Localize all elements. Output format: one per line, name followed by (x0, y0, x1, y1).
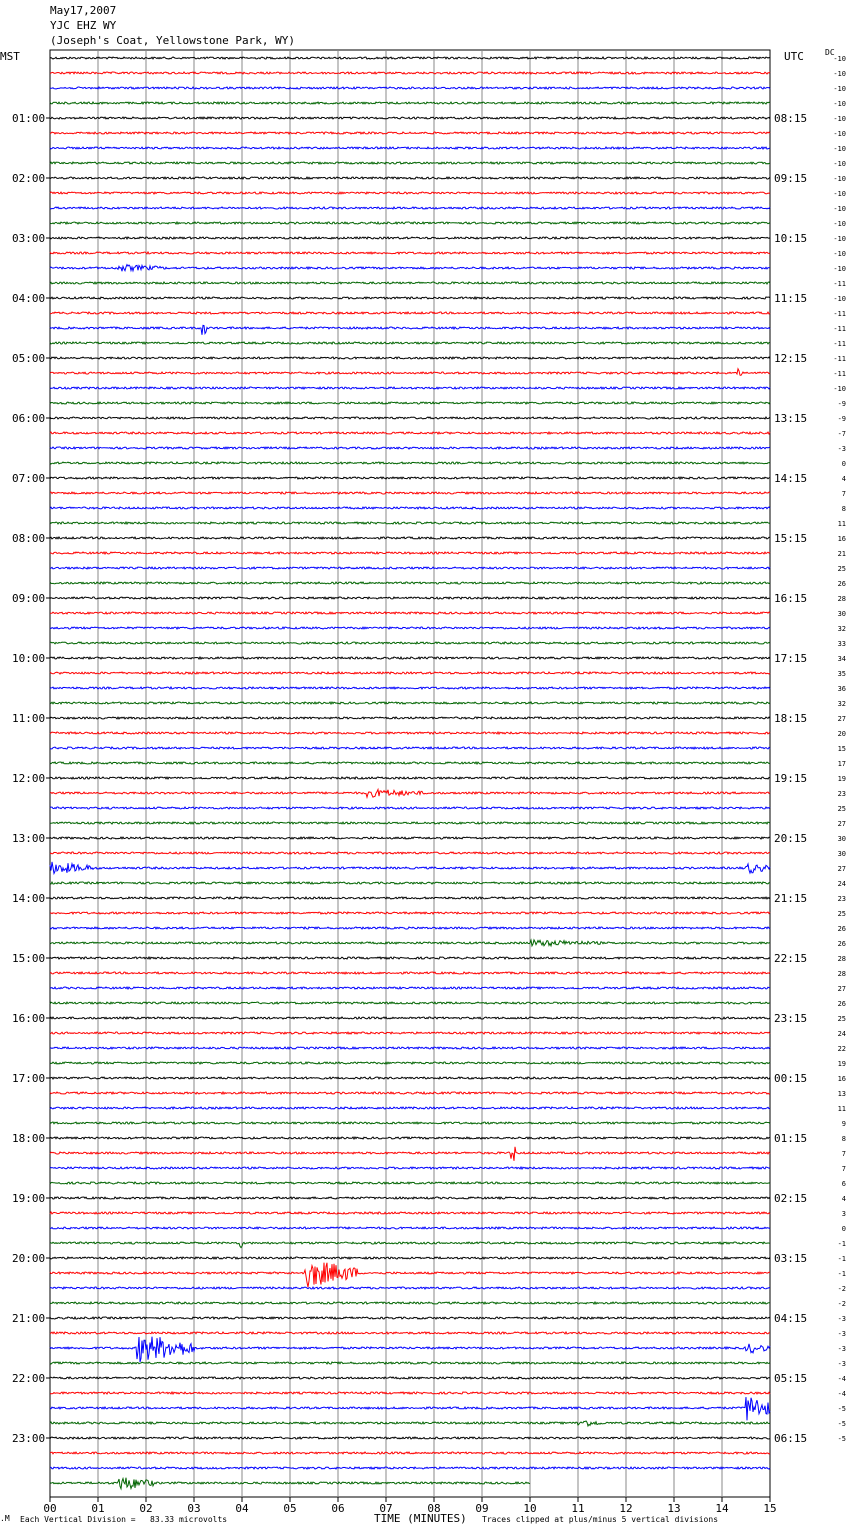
hour-label-utc: 02:15 (774, 1192, 808, 1205)
seismic-trace (50, 1167, 770, 1169)
seismic-trace (50, 582, 770, 584)
dc-offset-label: -3 (837, 445, 846, 453)
dc-offset-label: -11 (833, 280, 846, 288)
dc-offset-label: 11 (837, 520, 846, 528)
seismic-trace (50, 102, 770, 104)
seismic-trace (50, 552, 770, 554)
dc-offset-label: -10 (833, 175, 846, 183)
seismic-trace (50, 1032, 770, 1034)
seismic-trace (50, 325, 770, 334)
hour-label-mst: 09:00 (12, 592, 46, 605)
dc-offset-label: 28 (837, 595, 846, 603)
dc-offset-label: -1 (837, 1270, 846, 1278)
dc-offset-label: -10 (833, 190, 846, 198)
seismic-trace (50, 1047, 770, 1049)
seismic-trace (50, 597, 770, 599)
dc-offset-label: -10 (833, 295, 846, 303)
seismic-trace (50, 537, 770, 539)
hour-label-utc: 09:15 (774, 172, 808, 185)
dc-offset-label: 27 (837, 715, 846, 723)
seismic-trace (50, 807, 770, 809)
seismic-trace (50, 57, 770, 59)
seismic-trace (50, 265, 770, 272)
seismic-trace (50, 387, 770, 389)
hour-label-mst: 06:00 (12, 412, 46, 425)
dc-offset-label: 22 (837, 1045, 846, 1053)
dc-label: DC (825, 48, 835, 57)
dc-offset-label: 7 (841, 490, 846, 498)
x-tick-label: 07 (379, 1502, 393, 1515)
hour-label-mst: 16:00 (12, 1012, 46, 1025)
seismic-trace (50, 1182, 770, 1184)
dc-offset-label: 28 (837, 955, 846, 963)
seismic-trace (50, 72, 770, 74)
dc-offset-label: 36 (837, 685, 846, 693)
seismic-trace (50, 222, 770, 224)
hour-label-utc: 21:15 (774, 892, 808, 905)
dc-offset-label: 27 (837, 865, 846, 873)
hour-label-utc: 12:15 (774, 352, 808, 365)
dc-offset-label: 26 (837, 580, 846, 588)
dc-offset-label: -5 (837, 1420, 846, 1428)
seismic-trace (50, 207, 770, 209)
seismic-trace (50, 702, 770, 704)
hour-label-utc: 13:15 (774, 412, 808, 425)
dc-offset-label: -10 (833, 250, 846, 258)
seismic-trace (50, 1287, 770, 1289)
dc-offset-label: 20 (837, 730, 846, 738)
seismic-trace (50, 1302, 770, 1304)
hour-label-mst: 03:00 (12, 232, 46, 245)
seismic-trace (50, 282, 770, 284)
seismic-trace (50, 940, 770, 946)
x-tick-label: 15 (763, 1502, 777, 1515)
x-tick-label: 14 (715, 1502, 729, 1515)
x-tick-label: 05 (283, 1502, 297, 1515)
dc-offset-label: -10 (833, 235, 846, 243)
dc-offset-label: 26 (837, 940, 846, 948)
seismic-trace (50, 1263, 770, 1288)
seismic-trace (50, 1452, 770, 1454)
seismic-trace (50, 1212, 770, 1214)
seismic-trace (50, 790, 770, 798)
dc-offset-label: 23 (837, 895, 846, 903)
seismic-trace (50, 777, 770, 779)
seismic-trace (50, 147, 770, 149)
dc-offset-label: 21 (837, 550, 846, 558)
dc-offset-label: 25 (837, 1015, 846, 1023)
hour-label-mst: 02:00 (12, 172, 46, 185)
dc-offset-label: 0 (841, 460, 846, 468)
dc-offset-label: -10 (833, 160, 846, 168)
dc-offset-label: 4 (841, 1195, 846, 1203)
seismic-trace (50, 522, 770, 524)
hour-label-mst: 12:00 (12, 772, 46, 785)
x-tick-label: 04 (235, 1502, 249, 1515)
seismic-trace (50, 297, 770, 299)
hour-label-utc: 05:15 (774, 1372, 808, 1385)
dc-offset-label: 28 (837, 970, 846, 978)
seismic-trace (50, 1062, 770, 1064)
x-tick-label: 08 (427, 1502, 441, 1515)
hour-label-mst: 15:00 (12, 952, 46, 965)
seismic-trace (50, 837, 770, 839)
dc-offset-label: -10 (833, 205, 846, 213)
seismic-trace (50, 1397, 770, 1420)
hour-label-mst: 21:00 (12, 1312, 46, 1325)
dc-offset-label: 24 (837, 1030, 846, 1038)
dc-offset-label: 30 (837, 610, 846, 618)
hour-label-mst: 17:00 (12, 1072, 46, 1085)
clip-note: Traces clipped at plus/minus 5 vertical divisions (482, 1515, 719, 1524)
dc-offset-label: -10 (833, 130, 846, 138)
seismic-trace (50, 402, 770, 404)
dc-offset-label: 19 (837, 775, 846, 783)
hour-label-mst: 04:00 (12, 292, 46, 305)
hour-label-mst: 01:00 (12, 112, 46, 125)
seismic-trace (50, 252, 770, 254)
seismic-trace (50, 642, 770, 644)
seismic-trace (50, 627, 770, 629)
seismic-trace (50, 1467, 770, 1469)
right-timezone-label: UTC (784, 50, 804, 63)
hour-label-mst: 08:00 (12, 532, 46, 545)
dc-offset-label: -1 (837, 1255, 846, 1263)
dc-offset-label: -11 (833, 355, 846, 363)
seismic-trace (50, 1107, 770, 1109)
dc-offset-label: 16 (837, 1075, 846, 1083)
seismic-trace (50, 1317, 770, 1319)
seismic-trace (50, 369, 770, 376)
hour-label-utc: 04:15 (774, 1312, 808, 1325)
seismic-trace (50, 177, 770, 179)
dc-offset-label: 26 (837, 1000, 846, 1008)
station-location: (Joseph's Coat, Yellowstone Park, WY) (50, 34, 296, 47)
seismic-trace (50, 882, 770, 884)
dc-offset-label: -10 (833, 85, 846, 93)
hour-label-mst: 14:00 (12, 892, 46, 905)
hour-label-mst: 19:00 (12, 1192, 46, 1205)
dc-offset-label: 8 (841, 1135, 846, 1143)
seismic-trace (50, 717, 770, 719)
dc-offset-label: 7 (841, 1150, 846, 1158)
dc-offset-label: 17 (837, 760, 846, 768)
dc-offset-label: 30 (837, 835, 846, 843)
hour-label-mst: 18:00 (12, 1132, 46, 1145)
seismic-trace (50, 492, 770, 494)
plot-date: May17,2007 (50, 4, 117, 17)
seismic-trace (50, 237, 770, 239)
dc-offset-label: 26 (837, 925, 846, 933)
seismic-trace (50, 1377, 770, 1379)
dc-offset-label: 7 (841, 1165, 846, 1173)
seismic-trace (50, 567, 770, 569)
seismic-trace (50, 1257, 770, 1259)
hour-label-utc: 15:15 (774, 532, 808, 545)
dc-offset-label: 27 (837, 985, 846, 993)
seismic-trace (50, 1421, 770, 1426)
x-tick-label: 01 (91, 1502, 105, 1515)
seismic-trace (50, 612, 770, 614)
seismic-trace (50, 342, 770, 344)
seismic-trace (50, 117, 770, 119)
seismic-trace (50, 507, 770, 509)
dc-offset-label: 3 (841, 1210, 846, 1218)
dc-offset-label: 19 (837, 1060, 846, 1068)
seismic-trace (50, 312, 770, 314)
seismic-trace (50, 687, 770, 689)
x-tick-label: 09 (475, 1502, 489, 1515)
hour-label-utc: 08:15 (774, 112, 808, 125)
hour-label-utc: 00:15 (774, 1072, 808, 1085)
dc-offset-label: 35 (837, 670, 846, 678)
hour-label-mst: 22:00 (12, 1372, 46, 1385)
hour-label-utc: 20:15 (774, 832, 808, 845)
dc-offset-label: 15 (837, 745, 846, 753)
corner-mark: .M (0, 1514, 10, 1523)
seismic-trace (50, 852, 770, 854)
dc-offset-label: 4 (841, 475, 846, 483)
scale-note: Each Vertical Division = 83.33 microvolts (20, 1515, 228, 1524)
seismic-trace (50, 657, 770, 659)
dc-offset-label: -10 (833, 100, 846, 108)
hour-label-mst: 07:00 (12, 472, 46, 485)
seismic-trace (50, 822, 770, 824)
dc-offset-label: -10 (833, 220, 846, 228)
dc-offset-label: -2 (837, 1285, 846, 1293)
x-tick-label: 03 (187, 1502, 201, 1515)
dc-offset-label: -3 (837, 1345, 846, 1353)
dc-offset-label: -5 (837, 1405, 846, 1413)
dc-offset-label: -7 (837, 430, 846, 438)
seismic-trace (50, 192, 770, 194)
seismic-trace (50, 162, 770, 164)
seismic-trace (50, 897, 770, 899)
dc-offset-label: -9 (837, 400, 846, 408)
seismic-trace (50, 1242, 770, 1248)
dc-offset-label: -11 (833, 370, 846, 378)
seismic-trace (50, 1147, 770, 1161)
seismic-trace (50, 1122, 770, 1124)
seismic-trace (50, 1362, 770, 1364)
hour-label-utc: 23:15 (774, 1012, 808, 1025)
seismic-trace (50, 987, 770, 989)
seismic-trace (50, 1077, 770, 1079)
seismic-trace (50, 747, 770, 749)
dc-offset-label: -11 (833, 310, 846, 318)
hour-label-mst: 13:00 (12, 832, 46, 845)
dc-offset-label: 11 (837, 1105, 846, 1113)
x-tick-label: 13 (667, 1502, 681, 1515)
seismic-trace (50, 1092, 770, 1094)
dc-offset-label: 25 (837, 805, 846, 813)
dc-offset-label: -5 (837, 1435, 846, 1443)
seismic-trace (50, 1137, 770, 1139)
dc-offset-label: -10 (833, 385, 846, 393)
dc-offset-label: -3 (837, 1330, 846, 1338)
seismic-trace (50, 462, 770, 464)
hour-label-utc: 22:15 (774, 952, 808, 965)
seismic-trace (50, 1002, 770, 1004)
dc-offset-label: 9 (841, 1120, 846, 1128)
dc-offset-label: -3 (837, 1360, 846, 1368)
hour-label-utc: 03:15 (774, 1252, 808, 1265)
hour-label-utc: 11:15 (774, 292, 808, 305)
dc-offset-label: -10 (833, 70, 846, 78)
dc-offset-label: 8 (841, 505, 846, 513)
x-tick-label: 00 (43, 1502, 57, 1515)
dc-offset-label: -11 (833, 340, 846, 348)
dc-offset-label: 32 (837, 700, 846, 708)
seismic-trace (50, 1437, 770, 1439)
dc-offset-label: -2 (837, 1300, 846, 1308)
dc-offset-label: -10 (833, 265, 846, 273)
hour-label-utc: 01:15 (774, 1132, 808, 1145)
seismic-trace (50, 972, 770, 974)
dc-offset-label: 27 (837, 820, 846, 828)
dc-offset-label: -10 (833, 55, 846, 63)
hour-label-utc: 16:15 (774, 592, 808, 605)
seismic-trace (50, 957, 770, 959)
dc-offset-label: 33 (837, 640, 846, 648)
seismic-trace (50, 762, 770, 764)
seismic-trace (50, 447, 770, 449)
dc-offset-label: 0 (841, 1225, 846, 1233)
seismic-trace (50, 672, 770, 674)
dc-offset-label: 13 (837, 1090, 846, 1098)
seismic-trace (50, 477, 770, 479)
x-tick-label: 10 (523, 1502, 537, 1515)
seismic-trace (50, 417, 770, 419)
dc-offset-label: -10 (833, 145, 846, 153)
seismic-trace (50, 1017, 770, 1019)
x-tick-label: 06 (331, 1502, 345, 1515)
seismic-trace (50, 1337, 770, 1362)
dc-offset-label: 32 (837, 625, 846, 633)
dc-offset-label: 25 (837, 565, 846, 573)
seismic-trace (50, 927, 770, 929)
seismic-trace (50, 1197, 770, 1199)
dc-offset-label: -11 (833, 325, 846, 333)
seismic-trace (50, 132, 770, 134)
dc-offset-label: 24 (837, 880, 846, 888)
seismic-trace (50, 1227, 770, 1229)
station-code: YJC EHZ WY (50, 19, 117, 32)
dc-offset-label: 23 (837, 790, 846, 798)
dc-offset-label: -1 (837, 1240, 846, 1248)
hour-label-mst: 10:00 (12, 652, 46, 665)
hour-label-utc: 17:15 (774, 652, 808, 665)
hour-label-utc: 18:15 (774, 712, 808, 725)
seismic-trace (50, 87, 770, 89)
seismic-trace (50, 862, 770, 874)
hour-label-mst: 23:00 (12, 1432, 46, 1445)
hour-label-utc: 14:15 (774, 472, 808, 485)
dc-offset-label: 6 (841, 1180, 846, 1188)
dc-offset-label: 16 (837, 535, 846, 543)
x-tick-label: 02 (139, 1502, 153, 1515)
seismic-trace (50, 357, 770, 359)
dc-offset-label: -3 (837, 1315, 846, 1323)
dc-offset-label: -4 (837, 1375, 846, 1383)
dc-offset-label: -9 (837, 415, 846, 423)
dc-offset-label: 34 (837, 655, 846, 663)
dc-offset-label: -4 (837, 1390, 846, 1398)
x-tick-label: 12 (619, 1502, 633, 1515)
seismic-trace (50, 912, 770, 914)
left-timezone-label: MST (0, 50, 20, 63)
hour-label-mst: 05:00 (12, 352, 46, 365)
hour-label-mst: 20:00 (12, 1252, 46, 1265)
dc-offset-label: -10 (833, 115, 846, 123)
hour-label-utc: 19:15 (774, 772, 808, 785)
hour-label-utc: 06:15 (774, 1432, 808, 1445)
x-tick-label: 11 (571, 1502, 585, 1515)
x-axis-title: TIME (MINUTES) (374, 1512, 467, 1525)
hour-label-utc: 10:15 (774, 232, 808, 245)
seismic-trace (50, 432, 770, 434)
seismic-trace (50, 1332, 770, 1334)
seismic-trace (50, 732, 770, 734)
dc-offset-label: 25 (837, 910, 846, 918)
seismic-trace (50, 1392, 770, 1394)
dc-offset-label: 30 (837, 850, 846, 858)
hour-label-mst: 11:00 (12, 712, 46, 725)
